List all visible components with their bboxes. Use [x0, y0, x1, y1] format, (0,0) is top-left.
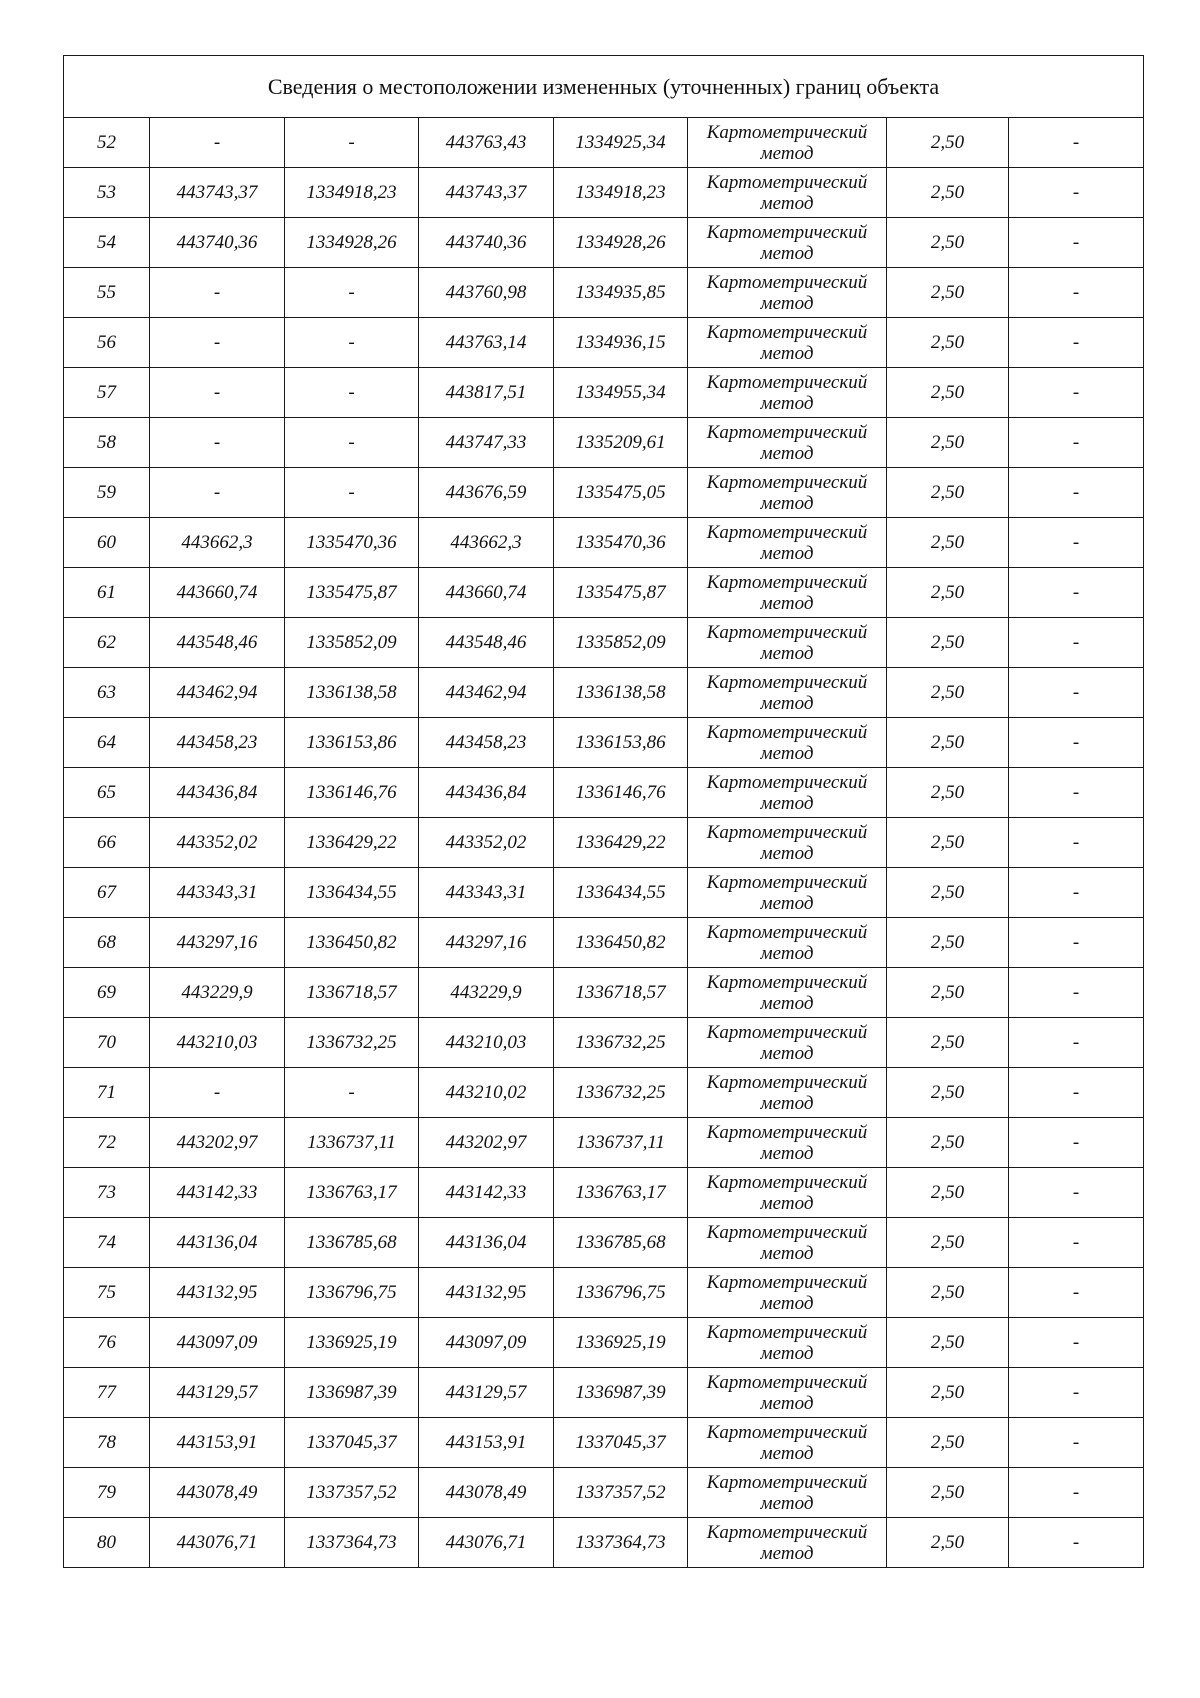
description-cell: -	[1009, 118, 1144, 168]
existing-x-cell: -	[150, 468, 285, 518]
accuracy-cell: 2,50	[887, 918, 1009, 968]
description-cell: -	[1009, 968, 1144, 1018]
method-cell: Картометрический метод	[688, 1218, 887, 1268]
method-cell: Картометрический метод	[688, 618, 887, 668]
accuracy-cell: 2,50	[887, 968, 1009, 1018]
refined-y-cell: 1336153,86	[554, 718, 688, 768]
refined-x-cell: 443297,16	[419, 918, 554, 968]
refined-x-cell: 443676,59	[419, 468, 554, 518]
refined-x-cell: 443747,33	[419, 418, 554, 468]
method-cell: Картометрический метод	[688, 1368, 887, 1418]
description-cell: -	[1009, 1418, 1144, 1468]
refined-y-cell: 1336925,19	[554, 1318, 688, 1368]
existing-x-cell: 443548,46	[150, 618, 285, 668]
existing-y-cell: 1336153,86	[285, 718, 419, 768]
method-cell: Картометрический метод	[688, 1118, 887, 1168]
refined-x-cell: 443132,95	[419, 1268, 554, 1318]
table-row	[64, 1068, 1144, 1118]
method-cell: Картометрический метод	[688, 568, 887, 618]
refined-y-cell: 1334918,23	[554, 168, 688, 218]
description-cell: -	[1009, 1518, 1144, 1568]
description-cell: -	[1009, 168, 1144, 218]
accuracy-cell: 2,50	[887, 1218, 1009, 1268]
description-cell: -	[1009, 1218, 1144, 1268]
description-cell: -	[1009, 718, 1144, 768]
existing-x-cell: 443136,04	[150, 1218, 285, 1268]
existing-y-cell: 1336450,82	[285, 918, 419, 968]
description-cell: -	[1009, 468, 1144, 518]
method-cell: Картометрический метод	[688, 918, 887, 968]
refined-x-cell: 443740,36	[419, 218, 554, 268]
refined-x-cell: 443352,02	[419, 818, 554, 868]
existing-x-cell: 443297,16	[150, 918, 285, 968]
accuracy-cell: 2,50	[887, 468, 1009, 518]
refined-x-cell: 443662,3	[419, 518, 554, 568]
existing-x-cell: -	[150, 318, 285, 368]
description-cell: -	[1009, 768, 1144, 818]
existing-y-cell: 1336987,39	[285, 1368, 419, 1418]
point-number-cell: 75	[64, 1268, 150, 1318]
accuracy-cell: 2,50	[887, 1418, 1009, 1468]
description-cell: -	[1009, 918, 1144, 968]
description-cell: -	[1009, 1118, 1144, 1168]
existing-y-cell: -	[285, 368, 419, 418]
table-row	[64, 568, 1144, 618]
existing-x-cell: 443660,74	[150, 568, 285, 618]
description-cell: -	[1009, 318, 1144, 368]
table-row	[64, 718, 1144, 768]
refined-y-cell: 1336732,25	[554, 1068, 688, 1118]
method-cell: Картометрический метод	[688, 868, 887, 918]
table-row	[64, 418, 1144, 468]
existing-y-cell: 1334918,23	[285, 168, 419, 218]
method-cell: Картометрический метод	[688, 268, 887, 318]
refined-x-cell: 443210,02	[419, 1068, 554, 1118]
refined-x-cell: 443136,04	[419, 1218, 554, 1268]
method-cell: Картометрический метод	[688, 668, 887, 718]
point-number-cell: 55	[64, 268, 150, 318]
point-number-cell: 68	[64, 918, 150, 968]
method-cell: Картометрический метод	[688, 1018, 887, 1068]
refined-x-cell: 443153,91	[419, 1418, 554, 1468]
refined-y-cell: 1334928,26	[554, 218, 688, 268]
description-cell: -	[1009, 618, 1144, 668]
existing-x-cell: 443662,3	[150, 518, 285, 568]
refined-x-cell: 443760,98	[419, 268, 554, 318]
existing-y-cell: 1334928,26	[285, 218, 419, 268]
table-row	[64, 318, 1144, 368]
existing-y-cell: 1337045,37	[285, 1418, 419, 1468]
existing-x-cell: -	[150, 268, 285, 318]
refined-y-cell: 1336987,39	[554, 1368, 688, 1418]
description-cell: -	[1009, 1318, 1144, 1368]
existing-x-cell: 443153,91	[150, 1418, 285, 1468]
description-cell: -	[1009, 818, 1144, 868]
existing-y-cell: 1336796,75	[285, 1268, 419, 1318]
table-row	[64, 968, 1144, 1018]
method-cell: Картометрический метод	[688, 1518, 887, 1568]
existing-x-cell: 443076,71	[150, 1518, 285, 1568]
point-number-cell: 57	[64, 368, 150, 418]
accuracy-cell: 2,50	[887, 1268, 1009, 1318]
existing-y-cell: 1336718,57	[285, 968, 419, 1018]
existing-x-cell: 443132,95	[150, 1268, 285, 1318]
description-cell: -	[1009, 568, 1144, 618]
existing-x-cell: -	[150, 368, 285, 418]
refined-y-cell: 1334925,34	[554, 118, 688, 168]
existing-y-cell: 1335475,87	[285, 568, 419, 618]
table-body	[64, 56, 1144, 1568]
table-row	[64, 1218, 1144, 1268]
accuracy-cell: 2,50	[887, 768, 1009, 818]
existing-y-cell: -	[285, 118, 419, 168]
accuracy-cell: 2,50	[887, 368, 1009, 418]
point-number-cell: 52	[64, 118, 150, 168]
existing-y-cell: 1335852,09	[285, 618, 419, 668]
existing-x-cell: 443078,49	[150, 1468, 285, 1518]
accuracy-cell: 2,50	[887, 1368, 1009, 1418]
existing-y-cell: -	[285, 1068, 419, 1118]
table-header-row	[64, 56, 1144, 118]
refined-x-cell: 443817,51	[419, 368, 554, 418]
existing-y-cell: 1336138,58	[285, 668, 419, 718]
accuracy-cell: 2,50	[887, 618, 1009, 668]
refined-x-cell: 443078,49	[419, 1468, 554, 1518]
refined-y-cell: 1336429,22	[554, 818, 688, 868]
existing-x-cell: 443740,36	[150, 218, 285, 268]
refined-x-cell: 443743,37	[419, 168, 554, 218]
point-number-cell: 66	[64, 818, 150, 868]
refined-y-cell: 1337357,52	[554, 1468, 688, 1518]
method-cell: Картометрический метод	[688, 1318, 887, 1368]
accuracy-cell: 2,50	[887, 1118, 1009, 1168]
method-cell: Картометрический метод	[688, 968, 887, 1018]
method-cell: Картометрический метод	[688, 318, 887, 368]
existing-x-cell: 443343,31	[150, 868, 285, 918]
table-row	[64, 1018, 1144, 1068]
point-number-cell: 62	[64, 618, 150, 668]
point-number-cell: 77	[64, 1368, 150, 1418]
table-row	[64, 468, 1144, 518]
point-number-cell: 69	[64, 968, 150, 1018]
refined-y-cell: 1336138,58	[554, 668, 688, 718]
method-cell: Картометрический метод	[688, 518, 887, 568]
refined-y-cell: 1335209,61	[554, 418, 688, 468]
boundary-coordinates-table	[63, 55, 1144, 1568]
method-cell: Картометрический метод	[688, 718, 887, 768]
refined-x-cell: 443462,94	[419, 668, 554, 718]
point-number-cell: 72	[64, 1118, 150, 1168]
table-row	[64, 268, 1144, 318]
accuracy-cell: 2,50	[887, 418, 1009, 468]
accuracy-cell: 2,50	[887, 718, 1009, 768]
accuracy-cell: 2,50	[887, 568, 1009, 618]
table-row	[64, 1268, 1144, 1318]
description-cell: -	[1009, 418, 1144, 468]
description-cell: -	[1009, 368, 1144, 418]
description-cell: -	[1009, 218, 1144, 268]
table-row	[64, 1318, 1144, 1368]
table-row	[64, 1418, 1144, 1468]
description-cell: -	[1009, 1018, 1144, 1068]
accuracy-cell: 2,50	[887, 1018, 1009, 1068]
table-row	[64, 1468, 1144, 1518]
existing-y-cell: 1335470,36	[285, 518, 419, 568]
existing-y-cell: 1336434,55	[285, 868, 419, 918]
refined-x-cell: 443229,9	[419, 968, 554, 1018]
description-cell: -	[1009, 268, 1144, 318]
description-cell: -	[1009, 1268, 1144, 1318]
existing-x-cell: 443229,9	[150, 968, 285, 1018]
existing-y-cell: 1337357,52	[285, 1468, 419, 1518]
method-cell: Картометрический метод	[688, 118, 887, 168]
refined-y-cell: 1336763,17	[554, 1168, 688, 1218]
accuracy-cell: 2,50	[887, 1318, 1009, 1368]
accuracy-cell: 2,50	[887, 868, 1009, 918]
existing-x-cell: 443142,33	[150, 1168, 285, 1218]
existing-y-cell: 1336763,17	[285, 1168, 419, 1218]
refined-x-cell: 443097,09	[419, 1318, 554, 1368]
table-row	[64, 168, 1144, 218]
point-number-cell: 58	[64, 418, 150, 468]
point-number-cell: 56	[64, 318, 150, 368]
refined-y-cell: 1334955,34	[554, 368, 688, 418]
accuracy-cell: 2,50	[887, 668, 1009, 718]
refined-y-cell: 1336718,57	[554, 968, 688, 1018]
refined-x-cell: 443343,31	[419, 868, 554, 918]
description-cell: -	[1009, 518, 1144, 568]
accuracy-cell: 2,50	[887, 318, 1009, 368]
method-cell: Картометрический метод	[688, 1418, 887, 1468]
table-row	[64, 618, 1144, 668]
point-number-cell: 71	[64, 1068, 150, 1118]
refined-x-cell: 443548,46	[419, 618, 554, 668]
description-cell: -	[1009, 1468, 1144, 1518]
point-number-cell: 60	[64, 518, 150, 568]
existing-x-cell: 443202,97	[150, 1118, 285, 1168]
existing-x-cell: 443352,02	[150, 818, 285, 868]
existing-y-cell: 1337364,73	[285, 1518, 419, 1568]
description-cell: -	[1009, 868, 1144, 918]
table-row	[64, 868, 1144, 918]
table-row	[64, 668, 1144, 718]
existing-y-cell: 1336732,25	[285, 1018, 419, 1068]
table-row	[64, 218, 1144, 268]
existing-y-cell: -	[285, 418, 419, 468]
existing-x-cell: 443097,09	[150, 1318, 285, 1368]
refined-y-cell: 1334935,85	[554, 268, 688, 318]
table-row	[64, 818, 1144, 868]
refined-x-cell: 443129,57	[419, 1368, 554, 1418]
existing-x-cell: -	[150, 118, 285, 168]
point-number-cell: 59	[64, 468, 150, 518]
refined-x-cell: 443458,23	[419, 718, 554, 768]
accuracy-cell: 2,50	[887, 1168, 1009, 1218]
refined-y-cell: 1336737,11	[554, 1118, 688, 1168]
refined-y-cell: 1335852,09	[554, 618, 688, 668]
accuracy-cell: 2,50	[887, 1068, 1009, 1118]
point-number-cell: 73	[64, 1168, 150, 1218]
existing-x-cell: 443436,84	[150, 768, 285, 818]
accuracy-cell: 2,50	[887, 518, 1009, 568]
point-number-cell: 65	[64, 768, 150, 818]
refined-x-cell: 443436,84	[419, 768, 554, 818]
table-row	[64, 768, 1144, 818]
existing-y-cell: -	[285, 318, 419, 368]
point-number-cell: 80	[64, 1518, 150, 1568]
table-row	[64, 1168, 1144, 1218]
point-number-cell: 53	[64, 168, 150, 218]
point-number-cell: 74	[64, 1218, 150, 1268]
refined-y-cell: 1335475,87	[554, 568, 688, 618]
refined-x-cell: 443076,71	[419, 1518, 554, 1568]
refined-y-cell: 1334936,15	[554, 318, 688, 368]
existing-y-cell: 1336785,68	[285, 1218, 419, 1268]
refined-y-cell: 1337045,37	[554, 1418, 688, 1468]
method-cell: Картометрический метод	[688, 218, 887, 268]
refined-x-cell: 443202,97	[419, 1118, 554, 1168]
existing-y-cell: 1336146,76	[285, 768, 419, 818]
existing-x-cell: 443743,37	[150, 168, 285, 218]
table-row	[64, 918, 1144, 968]
description-cell: -	[1009, 1168, 1144, 1218]
refined-y-cell: 1336785,68	[554, 1218, 688, 1268]
point-number-cell: 79	[64, 1468, 150, 1518]
existing-x-cell: -	[150, 418, 285, 468]
method-cell: Картометрический метод	[688, 1068, 887, 1118]
point-number-cell: 76	[64, 1318, 150, 1368]
accuracy-cell: 2,50	[887, 168, 1009, 218]
description-cell: -	[1009, 668, 1144, 718]
method-cell: Картометрический метод	[688, 468, 887, 518]
refined-y-cell: 1335470,36	[554, 518, 688, 568]
table-row	[64, 368, 1144, 418]
accuracy-cell: 2,50	[887, 218, 1009, 268]
table-row	[64, 1368, 1144, 1418]
table-row	[64, 518, 1144, 568]
accuracy-cell: 2,50	[887, 818, 1009, 868]
method-cell: Картометрический метод	[688, 368, 887, 418]
method-cell: Картометрический метод	[688, 418, 887, 468]
refined-y-cell: 1335475,05	[554, 468, 688, 518]
description-cell: -	[1009, 1368, 1144, 1418]
method-cell: Картометрический метод	[688, 168, 887, 218]
existing-x-cell: 443462,94	[150, 668, 285, 718]
refined-x-cell: 443660,74	[419, 568, 554, 618]
method-cell: Картометрический метод	[688, 1268, 887, 1318]
refined-x-cell: 443142,33	[419, 1168, 554, 1218]
accuracy-cell: 2,50	[887, 268, 1009, 318]
existing-x-cell: 443210,03	[150, 1018, 285, 1068]
point-number-cell: 70	[64, 1018, 150, 1068]
refined-y-cell: 1337364,73	[554, 1518, 688, 1568]
method-cell: Картометрический метод	[688, 818, 887, 868]
refined-y-cell: 1336146,76	[554, 768, 688, 818]
table-row	[64, 1518, 1144, 1568]
existing-x-cell: 443129,57	[150, 1368, 285, 1418]
refined-y-cell: 1336796,75	[554, 1268, 688, 1318]
table-title: Сведения о местоположении измененных (уточненных) границ объекта	[64, 56, 1144, 118]
point-number-cell: 63	[64, 668, 150, 718]
accuracy-cell: 2,50	[887, 118, 1009, 168]
existing-y-cell: 1336925,19	[285, 1318, 419, 1368]
accuracy-cell: 2,50	[887, 1468, 1009, 1518]
existing-y-cell: 1336429,22	[285, 818, 419, 868]
existing-y-cell: 1336737,11	[285, 1118, 419, 1168]
refined-y-cell: 1336450,82	[554, 918, 688, 968]
method-cell: Картометрический метод	[688, 768, 887, 818]
point-number-cell: 67	[64, 868, 150, 918]
point-number-cell: 54	[64, 218, 150, 268]
refined-x-cell: 443210,03	[419, 1018, 554, 1068]
point-number-cell: 78	[64, 1418, 150, 1468]
method-cell: Картометрический метод	[688, 1468, 887, 1518]
point-number-cell: 64	[64, 718, 150, 768]
description-cell: -	[1009, 1068, 1144, 1118]
method-cell: Картометрический метод	[688, 1168, 887, 1218]
table-row	[64, 118, 1144, 168]
refined-x-cell: 443763,43	[419, 118, 554, 168]
accuracy-cell: 2,50	[887, 1518, 1009, 1568]
refined-y-cell: 1336732,25	[554, 1018, 688, 1068]
existing-x-cell: 443458,23	[150, 718, 285, 768]
refined-y-cell: 1336434,55	[554, 868, 688, 918]
refined-x-cell: 443763,14	[419, 318, 554, 368]
point-number-cell: 61	[64, 568, 150, 618]
existing-y-cell: -	[285, 268, 419, 318]
existing-y-cell: -	[285, 468, 419, 518]
table-row	[64, 1118, 1144, 1168]
existing-x-cell: -	[150, 1068, 285, 1118]
